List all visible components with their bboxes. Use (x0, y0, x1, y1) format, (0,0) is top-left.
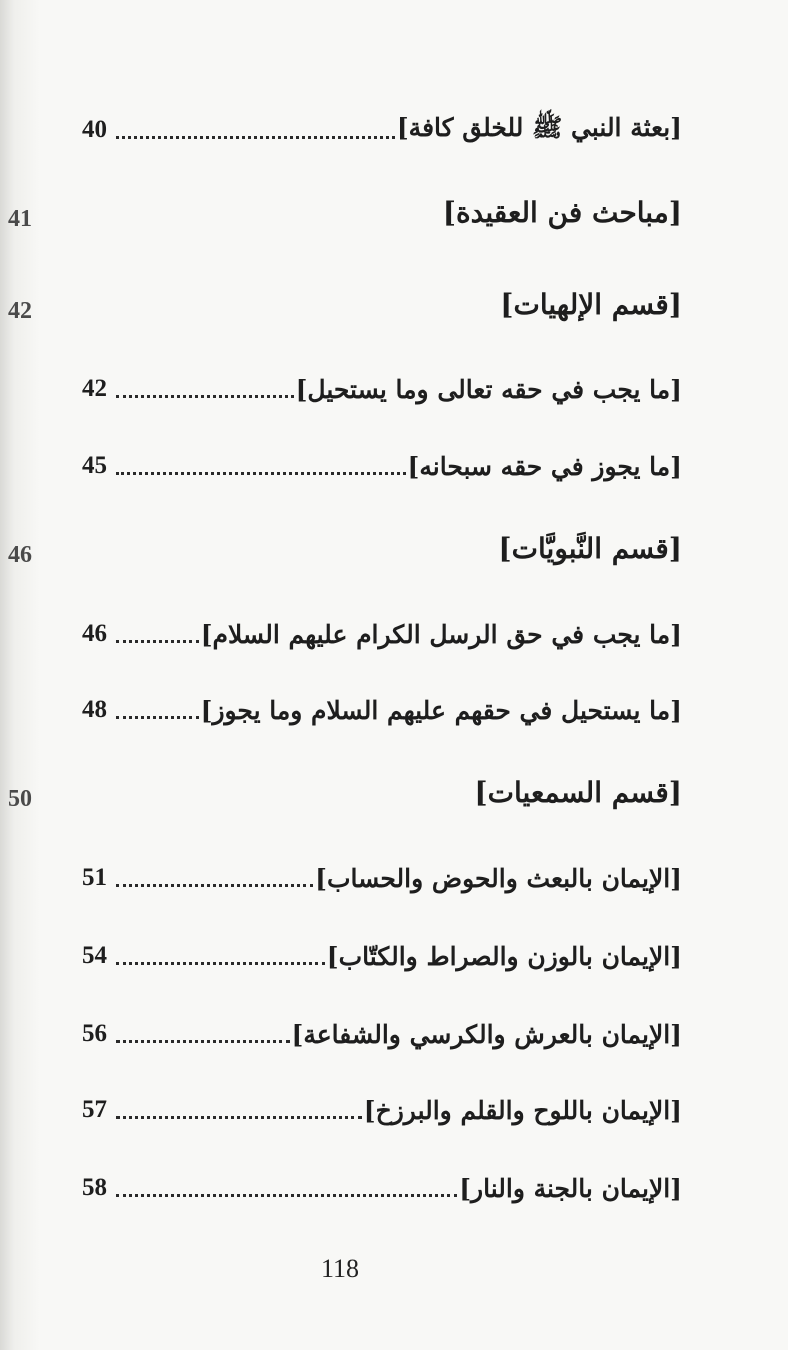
toc-entry (82, 108, 682, 152)
toc-entry (82, 856, 682, 900)
toc-entry-title: [بعثة النبي ﷺ للخلق كافة] (396, 112, 682, 142)
toc-entry-page: 56 (82, 1020, 107, 1047)
section-page-number: 50 (8, 786, 32, 812)
toc-entry (82, 612, 682, 656)
toc-entry-page: 45 (82, 452, 107, 479)
toc-entry-page: 46 (82, 620, 107, 647)
toc-entry-title: [الإيمان بالبعث والحوض والحساب] (315, 863, 682, 893)
toc-leader-dots (116, 1180, 457, 1197)
toc-entry-page: 40 (82, 116, 107, 143)
toc-entry-page: 51 (82, 864, 107, 891)
toc-leader-dots (116, 702, 199, 719)
toc-entry-title: [الإيمان باللوح والقلم والبرزخ] (363, 1095, 682, 1125)
page-number: 118 (320, 1254, 360, 1283)
section-page-number: 41 (8, 206, 32, 232)
toc-leader-dots (116, 1026, 290, 1043)
section-page-number: 42 (8, 298, 32, 324)
section-heading: [قسم النَّبويَّات] (498, 532, 682, 565)
section-heading: [قسم السمعيات] (474, 776, 682, 809)
toc-leader-dots (116, 1102, 362, 1119)
toc-leader-dots (116, 626, 199, 643)
toc-entry (82, 1012, 682, 1056)
section-page-number: 46 (8, 542, 32, 568)
toc-entry-page: 54 (82, 942, 107, 969)
toc-entry (82, 688, 682, 732)
toc-leader-dots (116, 381, 294, 398)
toc-entry-title: [ما يجب في حقه تعالى وما يستحيل] (295, 374, 682, 404)
toc-entry-title: [ما يجوز في حقه سبحانه] (407, 451, 682, 481)
toc-entry (82, 1088, 682, 1132)
toc-entry-title: [الإيمان بالجنة والنار] (459, 1173, 682, 1203)
section-heading: [قسم الإلهيات] (500, 288, 682, 321)
toc-entry-page: 58 (82, 1174, 107, 1201)
toc-leader-dots (116, 948, 325, 965)
section-heading: [مباحث فن العقيدة] (442, 196, 682, 229)
toc-entry (82, 934, 682, 978)
toc-entry (82, 1166, 682, 1210)
toc-entry-page: 48 (82, 696, 107, 723)
toc-entry (82, 444, 682, 488)
toc-entry-title: [ما يستحيل في حقهم عليهم السلام وما يجوز] (200, 695, 682, 725)
toc-leader-dots (116, 458, 406, 475)
toc-entry-title: [الإيمان بالعرش والكرسي والشفاعة] (291, 1019, 682, 1049)
toc-entry-page: 57 (82, 1096, 107, 1123)
toc-entry-title: [الإيمان بالوزن والصراط والكتّاب] (326, 941, 682, 971)
toc-entry (82, 367, 682, 411)
toc-leader-dots (116, 122, 395, 139)
toc-leader-dots (116, 870, 313, 887)
toc-entry-page: 42 (82, 375, 107, 402)
toc-entry-title: [ما يجب في حق الرسل الكرام عليهم السلام] (200, 619, 682, 649)
